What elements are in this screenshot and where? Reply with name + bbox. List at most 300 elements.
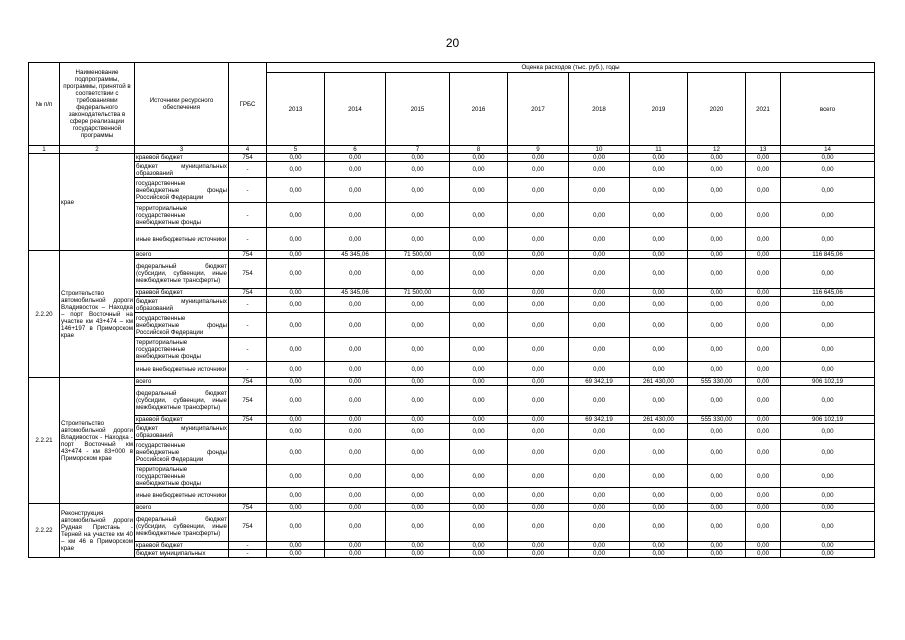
table-row	[29, 154, 875, 162]
value-cell: 0,00	[746, 465, 781, 488]
grbs-cell	[229, 465, 267, 488]
value-cell: 0,00	[630, 162, 688, 178]
header-year-5: 2018	[569, 73, 630, 146]
header-colnum-9: 9	[508, 146, 569, 154]
value-cell: 0,00	[386, 154, 450, 162]
value-cell: 0,00	[688, 178, 746, 203]
page-number: 20	[445, 36, 460, 50]
value-cell: 0,00	[325, 465, 386, 488]
grbs-cell: 754	[229, 504, 267, 512]
table-row	[29, 259, 875, 289]
value-cell: 0,00	[781, 203, 875, 228]
value-cell: 0,00	[746, 338, 781, 362]
value-cell: 0,00	[325, 228, 386, 251]
value-cell: 0,00	[569, 154, 630, 162]
value-cell: 0,00	[450, 386, 508, 416]
header-colnum-7: 7	[386, 146, 450, 154]
value-cell: 0,00	[508, 289, 569, 297]
header-year-9: всего	[781, 73, 875, 146]
value-cell: 0,00	[781, 542, 875, 550]
value-cell: 0,00	[781, 338, 875, 362]
header-colnum-13: 13	[746, 146, 781, 154]
grbs-cell: -	[229, 362, 267, 378]
value-cell: 0,00	[688, 203, 746, 228]
value-cell: 0,00	[267, 203, 325, 228]
header-colnum-1: 1	[29, 146, 60, 154]
source-cell: иные внебюджетные источники	[135, 228, 229, 251]
source-cell: всего	[135, 251, 229, 259]
grbs-cell: -	[229, 297, 267, 313]
value-cell: 0,00	[267, 416, 325, 424]
source-cell: бюджет муниципальных	[135, 550, 229, 558]
value-cell: 0,00	[267, 162, 325, 178]
value-cell: 0,00	[450, 289, 508, 297]
value-cell: 0,00	[508, 251, 569, 259]
value-cell: 555 330,00	[688, 378, 746, 386]
source-cell: иные внебюджетные источники	[135, 488, 229, 504]
table-row	[29, 289, 875, 297]
value-cell: 0,00	[688, 488, 746, 504]
value-cell: 0,00	[781, 488, 875, 504]
value-cell: 0,00	[508, 542, 569, 550]
grbs-cell: -	[229, 550, 267, 558]
value-cell: 0,00	[325, 440, 386, 465]
value-cell: 0,00	[746, 416, 781, 424]
value-cell: 0,00	[325, 178, 386, 203]
grbs-cell: -	[229, 542, 267, 550]
value-cell: 0,00	[508, 465, 569, 488]
value-cell: 0,00	[508, 424, 569, 440]
value-cell: 0,00	[508, 313, 569, 338]
source-cell: федеральный бюджет (субсидии, субвенции, иные межбюджетные трансферты)	[135, 386, 229, 416]
source-cell: бюджет муниципальных образований	[136, 424, 227, 439]
value-cell: 0,00	[569, 542, 630, 550]
value-cell: 0,00	[569, 251, 630, 259]
source-cell: краевой бюджет	[135, 416, 229, 424]
value-cell: 0,00	[267, 424, 325, 440]
grbs-cell: -	[229, 338, 267, 362]
value-cell: 0,00	[450, 313, 508, 338]
value-cell: 0,00	[267, 178, 325, 203]
value-cell: 0,00	[508, 154, 569, 162]
value-cell: 261 430,00	[630, 378, 688, 386]
value-cell: 0,00	[450, 550, 508, 558]
value-cell: 0,00	[630, 203, 688, 228]
header-year-6: 2019	[630, 73, 688, 146]
grbs-cell: 754	[229, 154, 267, 162]
value-cell: 45 345,06	[325, 289, 386, 297]
value-cell: 0,00	[450, 228, 508, 251]
table-body	[29, 63, 875, 558]
table-row	[29, 386, 875, 416]
grbs-cell: -	[229, 162, 267, 178]
value-cell: 0,00	[781, 362, 875, 378]
row-name: Строительство автомобильной дороги Владивосток – Находка – порт Восточный на участке км 43+474 – км 146+197 в Приморском крае	[60, 251, 135, 378]
value-cell: 0,00	[688, 297, 746, 313]
value-cell: 0,00	[325, 424, 386, 440]
value-cell: 0,00	[267, 154, 325, 162]
value-cell: 0,00	[386, 550, 450, 558]
value-cell: 0,00	[781, 259, 875, 289]
source-cell: государственные внебюджетные фонды Российской Федерации	[136, 179, 227, 201]
source-cell: всего	[135, 378, 229, 386]
row-number	[29, 154, 60, 251]
value-cell: 0,00	[450, 440, 508, 465]
value-cell: 0,00	[508, 338, 569, 362]
value-cell: 0,00	[267, 542, 325, 550]
value-cell: 0,00	[746, 154, 781, 162]
source-cell: всего	[135, 504, 229, 512]
value-cell: 0,00	[630, 440, 688, 465]
table-row	[29, 488, 875, 504]
value-cell: 0,00	[688, 154, 746, 162]
value-cell: 0,00	[325, 338, 386, 362]
value-cell: 0,00	[746, 203, 781, 228]
value-cell: 0,00	[450, 178, 508, 203]
value-cell: 0,00	[267, 228, 325, 251]
table-row	[29, 203, 875, 228]
value-cell: 0,00	[267, 297, 325, 313]
value-cell: 0,00	[450, 154, 508, 162]
grbs-cell	[229, 488, 267, 504]
value-cell: 0,00	[746, 550, 781, 558]
value-cell: 0,00	[325, 259, 386, 289]
row-name: Строительство автомобильной дороги Владивосток - Находка - порт Восточный км 43+474 - км 83+000 в Приморском крае	[60, 378, 135, 504]
value-cell: 0,00	[267, 504, 325, 512]
source-cell: иные внебюджетные источники	[135, 362, 229, 378]
value-cell: 0,00	[267, 378, 325, 386]
value-cell: 0,00	[630, 488, 688, 504]
value-cell: 0,00	[386, 488, 450, 504]
value-cell: 0,00	[267, 259, 325, 289]
value-cell: 0,00	[508, 386, 569, 416]
header-year-7: 2020	[688, 73, 746, 146]
source-cell: государственные внебюджетные фонды Российской Федерации	[136, 441, 227, 463]
header-year-0: 2013	[267, 73, 325, 146]
value-cell: 0,00	[746, 259, 781, 289]
value-cell: 0,00	[569, 512, 630, 542]
source-cell: федеральный бюджет (субсидии, субвенции, иные межбюджетные трансферты)	[135, 512, 229, 542]
source-cell: бюджет муниципальных образований	[136, 162, 227, 177]
table-row	[29, 297, 875, 313]
value-cell: 0,00	[688, 338, 746, 362]
row-number: 2.2.22	[29, 504, 60, 558]
value-cell: 0,00	[746, 488, 781, 504]
table-row	[29, 440, 875, 465]
value-cell: 0,00	[267, 289, 325, 297]
value-cell: 0,00	[508, 550, 569, 558]
value-cell: 0,00	[688, 542, 746, 550]
value-cell: 0,00	[569, 259, 630, 289]
value-cell: 0,00	[386, 203, 450, 228]
value-cell: 0,00	[630, 178, 688, 203]
value-cell: 0,00	[569, 178, 630, 203]
table-row	[29, 162, 875, 178]
grbs-cell: -	[229, 228, 267, 251]
header-colnum-4: 4	[229, 146, 267, 154]
value-cell: 0,00	[450, 362, 508, 378]
grbs-cell: 754	[229, 289, 267, 297]
header-colnum-8: 8	[450, 146, 508, 154]
value-cell: 0,00	[630, 504, 688, 512]
value-cell: 0,00	[569, 550, 630, 558]
value-cell: 0,00	[688, 512, 746, 542]
value-cell: 0,00	[267, 465, 325, 488]
header-name: Наименование подпрограммы, программы, принятой в соответствии с требованиями федерального законодательства в сфере реализации государственной программы	[60, 63, 135, 146]
value-cell: 0,00	[508, 297, 569, 313]
value-cell: 0,00	[450, 542, 508, 550]
header-grbs: ГРБС	[229, 63, 267, 146]
value-cell: 0,00	[688, 228, 746, 251]
value-cell: 0,00	[450, 378, 508, 386]
table-row	[29, 338, 875, 362]
table-row	[29, 504, 875, 512]
value-cell: 0,00	[781, 178, 875, 203]
value-cell: 0,00	[781, 313, 875, 338]
value-cell: 0,00	[450, 512, 508, 542]
value-cell: 0,00	[781, 386, 875, 416]
value-cell: 0,00	[325, 154, 386, 162]
value-cell: 0,00	[630, 465, 688, 488]
value-cell: 0,00	[569, 488, 630, 504]
value-cell: 0,00	[450, 504, 508, 512]
header-colnum-row	[29, 146, 875, 154]
value-cell: 0,00	[630, 297, 688, 313]
value-cell: 0,00	[688, 162, 746, 178]
grbs-cell	[229, 424, 267, 440]
value-cell: 555 330,00	[688, 416, 746, 424]
header-colnum-3: 3	[135, 146, 229, 154]
value-cell: 0,00	[630, 259, 688, 289]
value-cell: 0,00	[386, 228, 450, 251]
value-cell: 0,00	[325, 162, 386, 178]
value-cell: 0,00	[569, 440, 630, 465]
value-cell: 0,00	[781, 465, 875, 488]
table-row	[29, 542, 875, 550]
source-cell: федеральный бюджет (субсидии, субвенции, иные межбюджетные трансферты)	[135, 259, 229, 289]
value-cell: 0,00	[386, 297, 450, 313]
grbs-cell: 754	[229, 251, 267, 259]
grbs-cell: 754	[229, 386, 267, 416]
grbs-cell: 754	[229, 259, 267, 289]
value-cell: 0,00	[688, 251, 746, 259]
value-cell: 0,00	[267, 488, 325, 504]
value-cell: 0,00	[781, 512, 875, 542]
value-cell: 0,00	[569, 162, 630, 178]
expenditure-table	[28, 62, 875, 558]
value-cell: 0,00	[325, 297, 386, 313]
grbs-cell: 754	[229, 378, 267, 386]
value-cell: 0,00	[688, 386, 746, 416]
value-cell: 0,00	[630, 154, 688, 162]
table-row	[29, 362, 875, 378]
value-cell: 0,00	[569, 504, 630, 512]
header-year-8: 2021	[746, 73, 781, 146]
value-cell: 0,00	[325, 362, 386, 378]
source-cell: территориальные государственные внебюджетные фонды	[135, 338, 229, 362]
value-cell: 0,00	[781, 154, 875, 162]
value-cell: 0,00	[267, 338, 325, 362]
value-cell: 0,00	[267, 550, 325, 558]
value-cell: 0,00	[746, 378, 781, 386]
source-cell: бюджет муниципальных образований	[136, 297, 227, 312]
value-cell: 0,00	[569, 338, 630, 362]
table-row	[29, 465, 875, 488]
value-cell: 0,00	[569, 362, 630, 378]
value-cell: 0,00	[746, 162, 781, 178]
value-cell: 0,00	[325, 386, 386, 416]
value-cell: 0,00	[508, 416, 569, 424]
value-cell: 71 500,00	[386, 289, 450, 297]
value-cell: 0,00	[508, 228, 569, 251]
value-cell: 0,00	[630, 542, 688, 550]
value-cell: 0,00	[569, 203, 630, 228]
value-cell: 0,00	[325, 504, 386, 512]
value-cell: 0,00	[746, 504, 781, 512]
value-cell: 69 342,19	[569, 416, 630, 424]
header-estimate: Оценка расходов (тыс. руб.), годы	[267, 63, 875, 73]
table-row	[29, 378, 875, 386]
value-cell: 0,00	[450, 203, 508, 228]
value-cell: 0,00	[325, 488, 386, 504]
value-cell: 0,00	[508, 162, 569, 178]
value-cell: 0,00	[386, 313, 450, 338]
table-row	[29, 251, 875, 259]
value-cell: 0,00	[746, 542, 781, 550]
value-cell: 0,00	[267, 386, 325, 416]
value-cell: 0,00	[450, 162, 508, 178]
value-cell: 0,00	[688, 424, 746, 440]
grbs-cell: 754	[229, 416, 267, 424]
header-colnum-2: 2	[60, 146, 135, 154]
grbs-cell: -	[229, 313, 267, 338]
value-cell: 0,00	[630, 338, 688, 362]
value-cell: 0,00	[386, 259, 450, 289]
value-cell: 0,00	[267, 251, 325, 259]
header-colnum-6: 6	[325, 146, 386, 154]
value-cell: 0,00	[781, 162, 875, 178]
value-cell: 0,00	[630, 228, 688, 251]
value-cell: 0,00	[450, 251, 508, 259]
row-number: 2.2.21	[29, 378, 60, 504]
value-cell: 0,00	[386, 440, 450, 465]
value-cell: 0,00	[781, 440, 875, 465]
value-cell: 0,00	[325, 542, 386, 550]
grbs-cell: -	[229, 178, 267, 203]
value-cell: 0,00	[450, 297, 508, 313]
value-cell: 0,00	[781, 297, 875, 313]
value-cell: 0,00	[508, 259, 569, 289]
value-cell: 0,00	[386, 424, 450, 440]
value-cell: 0,00	[630, 289, 688, 297]
value-cell: 0,00	[325, 378, 386, 386]
value-cell: 0,00	[630, 550, 688, 558]
value-cell: 0,00	[688, 465, 746, 488]
source-cell: территориальные государственные внебюджетные фонды	[135, 203, 229, 228]
value-cell: 0,00	[630, 512, 688, 542]
value-cell: 0,00	[630, 362, 688, 378]
value-cell: 0,00	[746, 362, 781, 378]
value-cell: 0,00	[688, 259, 746, 289]
table-row	[29, 178, 875, 203]
value-cell: 0,00	[569, 228, 630, 251]
source-cell: краевой бюджет	[135, 542, 229, 550]
value-cell: 0,00	[508, 378, 569, 386]
value-cell: 0,00	[386, 465, 450, 488]
header-colnum-5: 5	[267, 146, 325, 154]
value-cell: 0,00	[386, 362, 450, 378]
value-cell: 0,00	[508, 203, 569, 228]
value-cell: 0,00	[267, 362, 325, 378]
header-year-1: 2014	[325, 73, 386, 146]
value-cell: 0,00	[386, 378, 450, 386]
header-num: № п/п	[29, 63, 60, 146]
value-cell: 0,00	[450, 338, 508, 362]
header-colnum-14: 14	[781, 146, 875, 154]
value-cell: 0,00	[386, 386, 450, 416]
value-cell: 0,00	[781, 504, 875, 512]
header-source: Источники ресурсного обеспечения	[135, 63, 229, 146]
value-cell: 0,00	[746, 297, 781, 313]
row-name: Реконструкция автомобильной дороги Рудная Пристань - Терней на участке км 40 – км 46 в Приморском крае	[60, 504, 135, 558]
value-cell: 0,00	[781, 550, 875, 558]
value-cell: 0,00	[386, 512, 450, 542]
value-cell: 0,00	[325, 203, 386, 228]
value-cell: 0,00	[688, 550, 746, 558]
source-cell: территориальные государственные внебюджетные фонды	[135, 465, 229, 488]
value-cell: 0,00	[267, 440, 325, 465]
source-cell: краевой бюджет	[135, 154, 229, 162]
value-cell: 0,00	[746, 178, 781, 203]
table-row	[29, 512, 875, 542]
value-cell: 0,00	[386, 504, 450, 512]
grbs-cell: -	[229, 203, 267, 228]
value-cell: 0,00	[386, 542, 450, 550]
value-cell: 0,00	[630, 386, 688, 416]
value-cell: 0,00	[325, 313, 386, 338]
value-cell: 0,00	[569, 386, 630, 416]
value-cell: 0,00	[386, 162, 450, 178]
value-cell: 0,00	[746, 386, 781, 416]
value-cell: 0,00	[569, 297, 630, 313]
source-cell: краевой бюджет	[135, 289, 229, 297]
value-cell: 0,00	[386, 338, 450, 362]
grbs-cell	[229, 440, 267, 465]
header-year-3: 2016	[450, 73, 508, 146]
value-cell: 0,00	[746, 289, 781, 297]
value-cell: 0,00	[450, 465, 508, 488]
value-cell: 0,00	[746, 313, 781, 338]
table-row	[29, 416, 875, 424]
value-cell: 906 102,19	[781, 378, 875, 386]
value-cell: 0,00	[450, 424, 508, 440]
value-cell: 45 345,06	[325, 251, 386, 259]
value-cell: 0,00	[450, 416, 508, 424]
value-cell: 0,00	[746, 251, 781, 259]
value-cell: 0,00	[746, 440, 781, 465]
header-colnum-11: 11	[630, 146, 688, 154]
value-cell: 0,00	[386, 178, 450, 203]
value-cell: 0,00	[781, 424, 875, 440]
value-cell: 0,00	[688, 362, 746, 378]
value-cell: 0,00	[688, 313, 746, 338]
value-cell: 0,00	[508, 488, 569, 504]
value-cell: 0,00	[325, 416, 386, 424]
table-row	[29, 550, 875, 558]
table-row	[29, 313, 875, 338]
value-cell: 0,00	[688, 289, 746, 297]
value-cell: 0,00	[450, 259, 508, 289]
